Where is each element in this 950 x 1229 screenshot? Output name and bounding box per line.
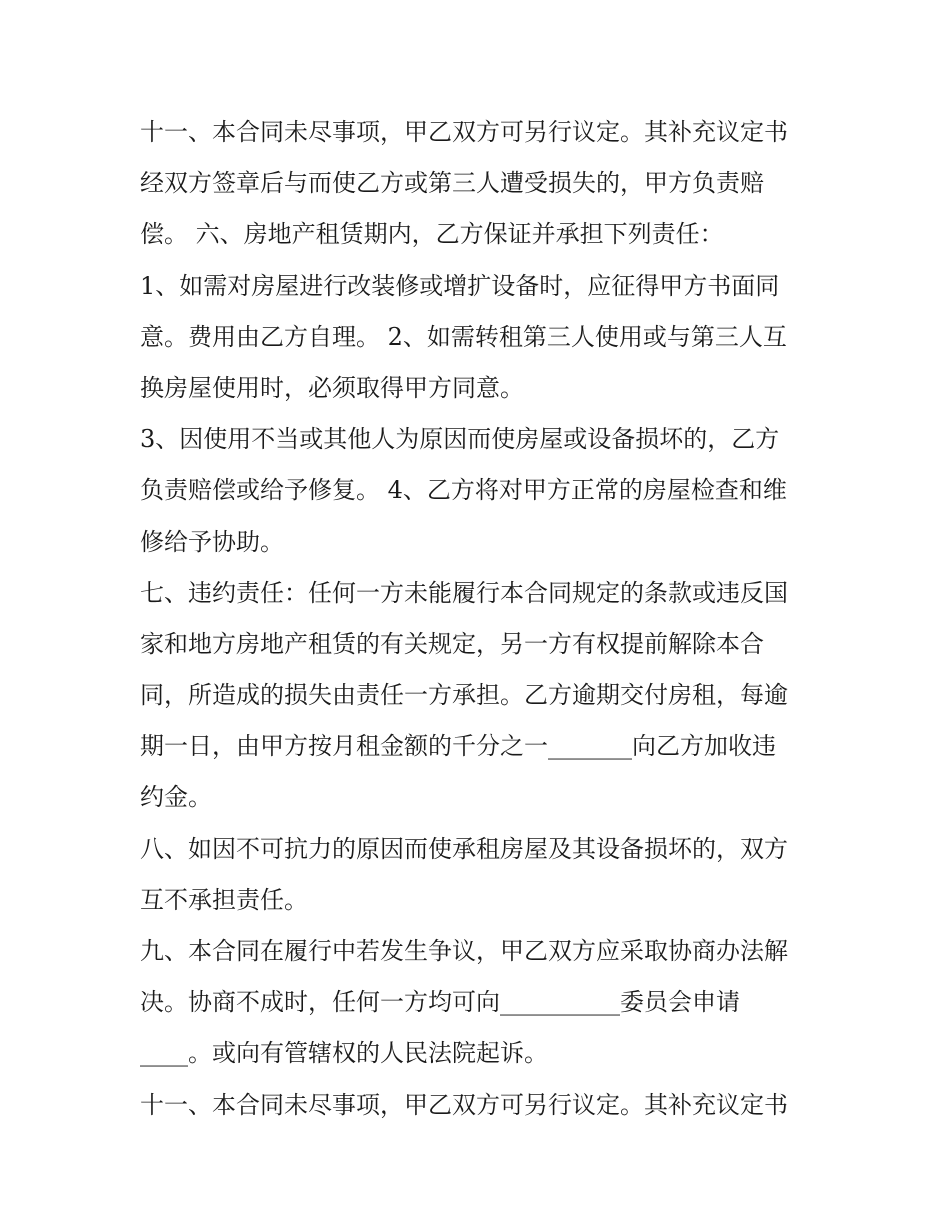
document-body [140, 107, 820, 1131]
text-line: 九、本合同在履行中若发生争议，甲乙双方应采取协商办法解 [140, 937, 788, 965]
text-line: 同，所造成的损失由责任一方承担。乙方逾期交付房租，每逾 [140, 681, 788, 710]
text-line: 偿。 六、房地产租赁期内，乙方保证并承担下列责任： [140, 220, 724, 249]
text-line: 决。协商不成时，任何一方均可向__________委员会申请 [140, 988, 740, 1017]
text-line: 换房屋使用时，必须取得甲方同意。 [140, 373, 524, 402]
text-line: 约金。 [140, 783, 212, 812]
text-line: 经双方签章后与而使乙方或第三人遭受损失的，甲方负责赔 [140, 169, 764, 198]
text-line: 七、违约责任：任何一方未能履行本合同规定的条款或违反国 [140, 578, 788, 607]
text-line: 八、如因不可抗力的原因而使承租房屋及其设备损坏的，双方 [140, 834, 788, 863]
text-line: 意。费用由乙方自理。 2、如需转租第三人使用或与第三人互 [140, 322, 787, 351]
text-line: 期一日，由甲方按月租金额的千分之一_______向乙方加收违 [140, 732, 776, 761]
text-line: 互不承担责任。 [140, 885, 308, 914]
text-line: 家和地方房地产租赁的有关规定，另一方有权提前解除本合 [140, 629, 764, 658]
text-line: 十一、本合同未尽事项，甲乙双方可另行议定。其补充议定书 [140, 1090, 788, 1119]
text-line: 负责赔偿或给予修复。 4、乙方将对甲方正常的房屋检查和维 [140, 476, 787, 505]
text-line: 3、因使用不当或其他人为原因而使房屋或设备损坏的，乙方 [140, 425, 780, 454]
text-line: 修给予协助。 [140, 527, 284, 556]
text-line: ____。或向有管辖权的人民法院起诉。 [140, 1039, 548, 1068]
text-line: 十一、本合同未尽事项，甲乙双方可另行议定。其补充议定书 [140, 118, 788, 146]
text-line: 1、如需对房屋进行改装修或增扩设备时，应征得甲方书面同 [140, 271, 780, 300]
